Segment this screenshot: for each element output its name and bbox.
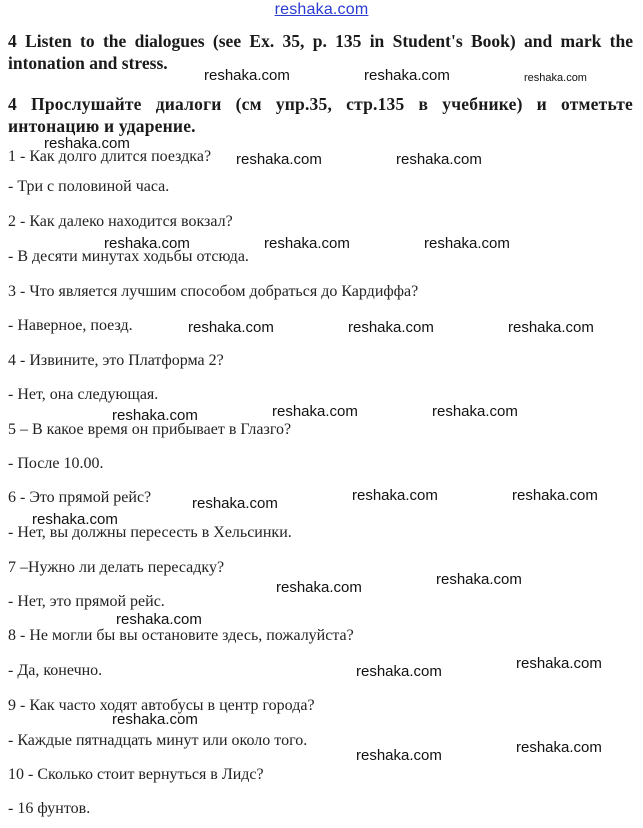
- dialogue-9-answer: - Каждые пятнадцать минут или около того.: [8, 732, 308, 749]
- watermark-text: reshaka.com: [264, 235, 350, 252]
- dialogue-2-answer: - В десяти минутах ходьбы отсюда.: [8, 248, 249, 265]
- watermark-text: reshaka.com: [112, 711, 198, 728]
- watermark-text: reshaka.com: [116, 611, 202, 628]
- watermark-text: reshaka.com: [432, 403, 518, 420]
- watermark-text: reshaka.com: [272, 403, 358, 420]
- dialogue-4-answer: - Нет, она следующая.: [8, 386, 159, 403]
- watermark-text: reshaka.com: [276, 579, 362, 596]
- watermark-text: reshaka.com: [508, 319, 594, 336]
- site-header-link[interactable]: reshaka.com: [274, 1, 369, 18]
- watermark-text: reshaka.com: [524, 72, 587, 84]
- task-instruction-english: 4 Listen to the dialogues (see Ex. 35, p. 135 in Student's Book) and mark the intonation and stress.: [8, 31, 633, 73]
- watermark-text: reshaka.com: [188, 319, 274, 336]
- dialogue-6-question: 6 - Это прямой рейс?: [8, 489, 152, 506]
- dialogue-5-answer: - После 10.00.: [8, 455, 104, 472]
- dialogue-6-answer: - Нет, вы должны пересесть в Хельсинки.: [8, 524, 292, 541]
- dialogue-4-question: 4 - Извините, это Платформа 2?: [8, 352, 224, 369]
- dialogue-1-question: 1 - Как долго длится поездка?: [8, 148, 212, 165]
- watermark-text: reshaka.com: [356, 747, 442, 764]
- dialogue-1-answer: - Три с половиной часа.: [8, 178, 170, 195]
- watermark-text: reshaka.com: [192, 495, 278, 512]
- watermark-text: reshaka.com: [364, 67, 450, 84]
- watermark-text: reshaka.com: [424, 235, 510, 252]
- watermark-text: reshaka.com: [516, 739, 602, 756]
- watermark-text: reshaka.com: [104, 235, 190, 252]
- dialogue-8-answer: - Да, конечно.: [8, 662, 103, 679]
- watermark-text: reshaka.com: [512, 487, 598, 504]
- dialogue-5-question: 5 – В какое время он прибывает в Глазго?: [8, 421, 292, 438]
- watermark-text: reshaka.com: [112, 407, 198, 424]
- watermark-text: reshaka.com: [348, 319, 434, 336]
- dialogue-10-answer: - 16 фунтов.: [8, 800, 91, 817]
- watermark-text: reshaka.com: [236, 151, 322, 168]
- task-instruction-russian: 4 Прослушайте диалоги (см упр.35, стр.135 в учебнике) и отметьте интонацию и ударение.: [8, 94, 633, 136]
- dialogue-3-answer: - Наверное, поезд.: [8, 317, 133, 334]
- watermark-text: reshaka.com: [32, 511, 118, 528]
- watermark-text: reshaka.com: [352, 487, 438, 504]
- watermark-text: reshaka.com: [516, 655, 602, 672]
- watermark-text: reshaka.com: [356, 663, 442, 680]
- watermark-text: reshaka.com: [44, 135, 130, 152]
- dialogue-7-question: 7 –Нужно ли делать пересадку?: [8, 559, 225, 576]
- dialogue-8-question: 8 - Не могли бы вы остановите здесь, пожалуйста?: [8, 627, 354, 644]
- dialogue-7-answer: - Нет, это прямой рейс.: [8, 593, 165, 610]
- watermark-text: reshaka.com: [396, 151, 482, 168]
- dialogue-10-question: 10 - Сколько стоит вернуться в Лидс?: [8, 766, 264, 783]
- watermark-text: reshaka.com: [204, 67, 290, 84]
- watermark-text: reshaka.com: [436, 571, 522, 588]
- dialogue-3-question: 3 - Что является лучшим способом добраться до Кардиффа?: [8, 283, 419, 300]
- dialogue-9-question: 9 - Как часто ходят автобусы в центр города?: [8, 697, 315, 714]
- dialogue-2-question: 2 - Как далеко находится вокзал?: [8, 213, 233, 230]
